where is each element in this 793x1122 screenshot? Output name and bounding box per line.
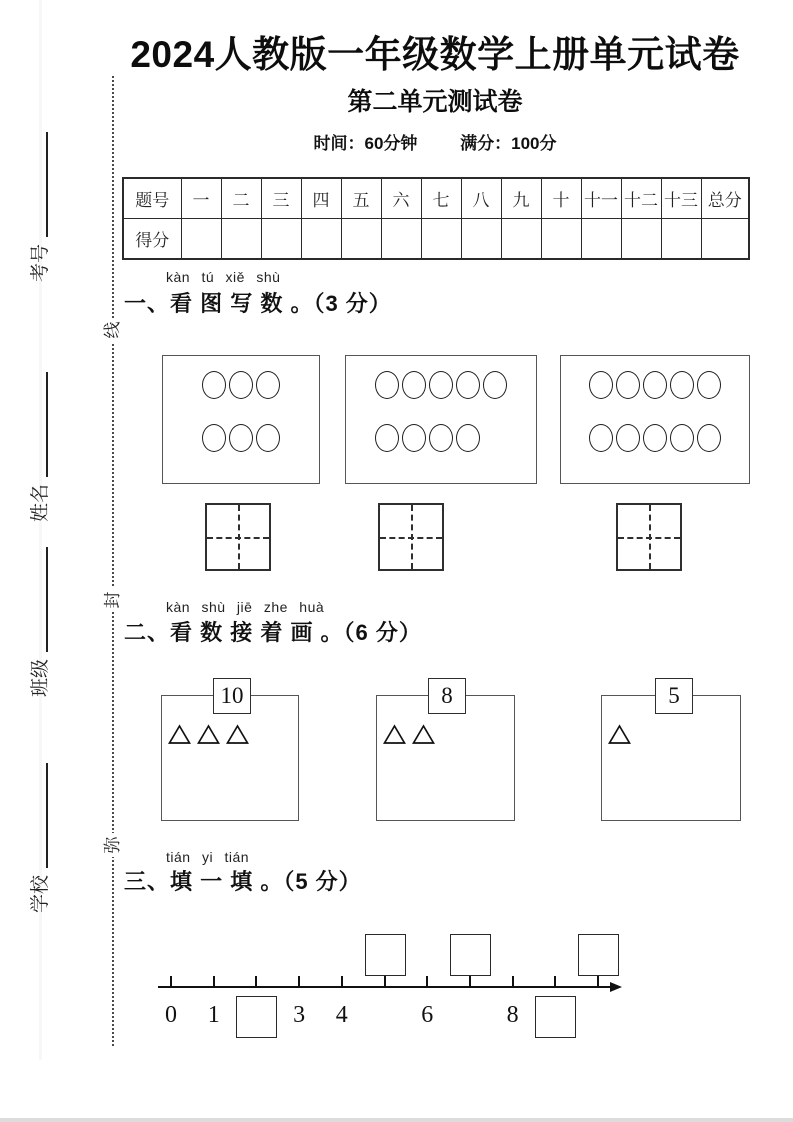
score-table-header-cell: 九 <box>501 178 541 219</box>
score-cell-empty[interactable] <box>301 219 341 260</box>
score-cell-empty[interactable] <box>341 219 381 260</box>
tick-label: 0 <box>165 1002 177 1028</box>
score-table-header-cell: 总分 <box>701 178 749 219</box>
counting-circle <box>483 371 507 399</box>
number-line-tick <box>170 976 172 987</box>
tick-label: 8 <box>506 1002 519 1028</box>
counting-circle <box>256 424 280 452</box>
counting-circle <box>402 371 426 399</box>
answer-grid-2[interactable] <box>378 503 444 571</box>
score-cell-empty[interactable] <box>581 219 621 260</box>
answer-grid-1[interactable] <box>205 503 271 571</box>
counting-circle <box>256 371 280 399</box>
circle-row <box>375 371 507 399</box>
fill-line[interactable] <box>44 547 48 652</box>
score-table-header-cell: 五 <box>341 178 381 219</box>
number-line-tick <box>213 976 215 987</box>
seal-char-feng: 封 <box>101 588 125 612</box>
number-line-blank-box[interactable] <box>236 996 277 1038</box>
q1-pinyin: kàn tú xiě shù <box>166 269 281 285</box>
score-table-header-cell: 八 <box>461 178 501 219</box>
circle-rows <box>202 371 280 452</box>
counting-circle <box>429 371 453 399</box>
triangle-icon <box>412 724 435 745</box>
triangle-icon <box>383 724 406 745</box>
field-exam-number <box>27 132 53 282</box>
score-table-header-row <box>123 178 749 219</box>
score-table-header-cell: 十三 <box>661 178 701 219</box>
field-exam-number-label: 考号 <box>30 243 52 282</box>
score-table-header-cell: 三 <box>261 178 301 219</box>
field-class-label: 班级 <box>30 658 52 697</box>
score-cell-empty[interactable] <box>621 219 661 260</box>
score-table-header-cell: 一 <box>181 178 221 219</box>
field-name <box>27 372 53 522</box>
counting-circle <box>643 424 667 452</box>
fill-line[interactable] <box>44 372 48 477</box>
q1-heading: 一、看 图 写 数 。（3 分） <box>124 291 392 316</box>
circle-row <box>589 424 721 452</box>
q2-heading: 二、看 数 接 着 画 。（6 分） <box>124 620 422 645</box>
number-line-tick <box>298 976 300 987</box>
counting-circle <box>589 371 613 399</box>
seal-char-xian: 线 <box>101 318 125 342</box>
counting-circle <box>670 424 694 452</box>
tick-label: 1 <box>207 1002 220 1028</box>
triangle-icon <box>608 724 631 745</box>
counting-circle <box>589 424 613 452</box>
circle-rows <box>375 371 507 452</box>
counting-circle <box>375 371 399 399</box>
number-line-blank-box[interactable] <box>535 996 576 1038</box>
field-class <box>27 547 53 697</box>
time-limit: 时间：60分钟 <box>313 134 418 153</box>
circle-row <box>202 424 280 452</box>
score-table-header-cell: 六 <box>381 178 421 219</box>
score-cell-empty[interactable] <box>381 219 421 260</box>
number-line-tick <box>469 976 471 987</box>
seal-char-mi: 弥 <box>101 833 125 857</box>
score-cell-empty[interactable] <box>661 219 701 260</box>
field-name-label: 姓名 <box>30 483 52 522</box>
score-cell-empty[interactable] <box>501 219 541 260</box>
triangle-row <box>608 724 631 745</box>
fill-line[interactable] <box>44 763 48 868</box>
number-line-tick <box>341 976 343 987</box>
full-score: 满分：100分 <box>460 134 557 153</box>
page-edge-shadow <box>0 1118 793 1122</box>
field-school <box>27 763 53 913</box>
counting-circle <box>697 424 721 452</box>
number-line-tick <box>554 976 556 987</box>
score-cell-empty[interactable] <box>261 219 301 260</box>
counting-circle <box>402 424 426 452</box>
tick-label: 4 <box>335 1002 348 1028</box>
tick-label: 6 <box>421 1002 434 1028</box>
counting-circle <box>616 371 640 399</box>
page-title: 2024人教版一年级数学上册单元试卷 <box>130 34 740 75</box>
triangle-icon <box>168 724 191 745</box>
score-cell-empty[interactable] <box>541 219 581 260</box>
score-cell-empty[interactable] <box>221 219 261 260</box>
score-table-header-cell: 七 <box>421 178 461 219</box>
number-line-tick <box>426 976 428 987</box>
target-count-3: 5 <box>655 678 693 714</box>
triangle-icon <box>226 724 249 745</box>
tick-label: 3 <box>293 1002 306 1028</box>
counting-circle <box>670 371 694 399</box>
counting-box-2 <box>345 355 537 484</box>
score-table-header-cell: 四 <box>301 178 341 219</box>
number-line-tick <box>255 976 257 987</box>
q3-heading: 三、填 一 填 。（5 分） <box>124 869 362 894</box>
fill-line[interactable] <box>44 132 48 237</box>
counting-circle <box>616 424 640 452</box>
number-line-tick <box>597 976 599 987</box>
counting-circle <box>202 371 226 399</box>
score-cell-empty[interactable] <box>181 219 221 260</box>
number-line-tick <box>384 976 386 987</box>
score-cell-empty[interactable] <box>701 219 749 260</box>
target-count-2: 8 <box>428 678 466 714</box>
exam-meta <box>100 129 770 154</box>
score-table-header-cell: 题号 <box>123 178 181 219</box>
triangle-row <box>383 724 435 745</box>
circle-row <box>202 371 280 399</box>
field-school-label: 学校 <box>30 874 52 913</box>
counting-circle <box>456 371 480 399</box>
circle-row <box>589 371 721 399</box>
score-cell-empty[interactable] <box>461 219 501 260</box>
q2-pinyin: kàn shù jiē zhe huà <box>166 599 325 615</box>
seal-dotted-line <box>112 76 114 1046</box>
q3-pinyin: tián yi tián <box>166 849 250 865</box>
counting-box-1 <box>162 355 320 484</box>
counting-circle <box>202 424 226 452</box>
number-line-axis <box>158 986 614 988</box>
score-table-header-cell: 十 <box>541 178 581 219</box>
counting-box-3 <box>560 355 750 484</box>
score-table-score-row <box>123 219 749 260</box>
triangle-row <box>168 724 249 745</box>
triangle-icon <box>197 724 220 745</box>
counting-circle <box>375 424 399 452</box>
score-cell-empty[interactable] <box>421 219 461 260</box>
page-subtitle: 第二单元测试卷 <box>347 88 523 116</box>
score-table-header-cell: 十一 <box>581 178 621 219</box>
counting-circle <box>643 371 667 399</box>
counting-circle <box>229 424 253 452</box>
score-table-header-cell: 十二 <box>621 178 661 219</box>
score-row-label: 得分 <box>123 219 181 260</box>
answer-grid-3[interactable] <box>616 503 682 571</box>
circle-rows <box>589 371 721 452</box>
number-line-blank-box[interactable] <box>450 934 491 976</box>
number-line-blank-box[interactable] <box>578 934 619 976</box>
score-table <box>122 177 750 260</box>
target-count-1: 10 <box>213 678 251 714</box>
counting-circle <box>229 371 253 399</box>
score-table-header-cell: 二 <box>221 178 261 219</box>
counting-circle <box>429 424 453 452</box>
counting-circle <box>697 371 721 399</box>
counting-circle <box>456 424 480 452</box>
number-line-blank-box[interactable] <box>365 934 406 976</box>
circle-row <box>375 424 507 452</box>
arrow-right-icon <box>610 982 622 992</box>
number-line-tick <box>512 976 514 987</box>
